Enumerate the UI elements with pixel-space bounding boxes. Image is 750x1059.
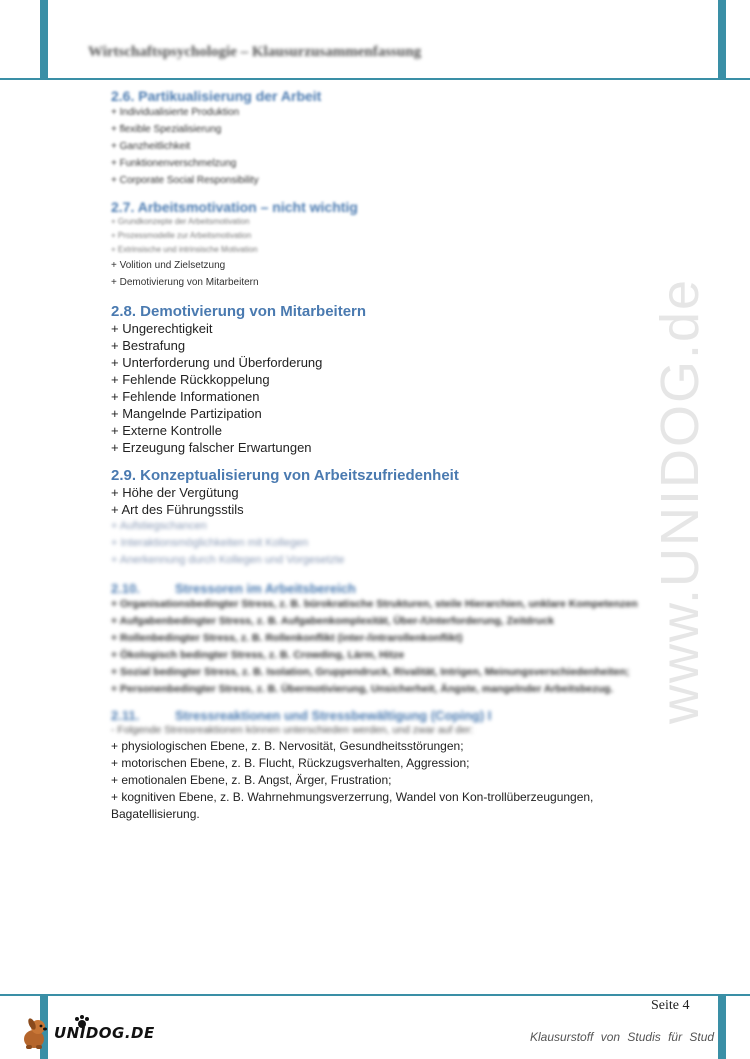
section-2-9 <box>111 467 671 569</box>
list-item: + Unterforderung und Überforderung <box>111 355 323 370</box>
list-item: + Funktionenverschmelzung <box>111 158 237 169</box>
list-item: + Prozessmodelle zur Arbeitsmotivation <box>111 231 252 240</box>
list-item: + emotionalen Ebene, z. B. Angst, Ärger, Frustration; <box>111 773 392 787</box>
section-2-10 <box>111 581 671 698</box>
list-item: + Personenbedingter Stress, z. B. Übermotivierung, Unsicherheit, Ängste, mangelnder Arbeitsbezug. <box>111 683 614 695</box>
logo-text: UNIDOG.DE <box>54 1024 155 1042</box>
section-2-6 <box>111 88 671 189</box>
list-item: + Ungerechtigkeit <box>111 321 213 336</box>
section-heading: 2.9. Konzeptualisierung von Arbeitszufriedenheit <box>111 467 459 484</box>
section-title: Stressoren im Arbeitsbereich <box>175 581 356 596</box>
list-item: + kognitiven Ebene, z. B. Wahrnehmungsverzerrung, Wandel von Kon-trollüberzeugungen, <box>111 790 594 804</box>
section-number: 2.11. <box>111 708 140 723</box>
list-item: + Interaktionsmöglichkeiten mit Kollegen <box>111 537 309 549</box>
section-heading: 2.7. Arbeitsmotivation – nicht wichtig <box>111 199 358 215</box>
list-item: + Individualisierte Produktion <box>111 107 240 118</box>
section-heading: 2.6. Partikualisierung der Arbeit <box>111 88 322 104</box>
right-bottom-bar <box>718 994 726 1059</box>
list-item: + Aufstiegschancen <box>111 520 207 532</box>
list-item: + Aufgabenbedingter Stress, z. B. Aufgabenkomplexität, Über-/Unterforderung, Zeitdruck <box>111 615 554 627</box>
list-item: + Anerkennung durch Kollegen und Vorgesetzte <box>111 554 345 566</box>
section-2-11 <box>111 708 671 823</box>
list-item: + motorischen Ebene, z. B. Flucht, Rückzugsverhalten, Aggression; <box>111 756 470 770</box>
list-item: + Fehlende Rückkoppelung <box>111 372 270 387</box>
intro-text: - Folgende Stressreaktionen können unterschieden werden, und zwar auf der: <box>111 724 474 736</box>
list-item: + physiologischen Ebene, z. B. Nervosität, Gesundheitsstörungen; <box>111 739 464 753</box>
watermark: www.UNIDOG.de <box>650 277 710 725</box>
list-item: + Art des Führungsstils <box>111 502 244 517</box>
list-item: + Volition und Zielsetzung <box>111 260 226 271</box>
document-header-title: Wirtschaftspsychologie – Klausurzusammenfassung <box>88 44 422 60</box>
page-content <box>111 88 671 823</box>
left-top-bar <box>40 0 48 80</box>
section-heading <box>111 581 671 596</box>
list-item: + Demotivierung von Mitarbeitern <box>111 277 259 288</box>
faded-list <box>111 518 671 569</box>
section-heading <box>111 708 671 723</box>
list-item: + Bestrafung <box>111 338 186 353</box>
list-item: + Fehlende Informationen <box>111 389 260 404</box>
header-rule <box>0 78 750 80</box>
list-item: + Höhe der Vergütung <box>111 485 239 500</box>
list-item: + Corporate Social Responsibility <box>111 175 259 186</box>
section-heading: 2.8. Demotivierung von Mitarbeitern <box>111 303 367 320</box>
footer-rule <box>0 994 750 996</box>
list-item: + Mangelnde Partizipation <box>111 406 262 421</box>
list-item: + Externe Kontrolle <box>111 423 222 438</box>
section-title: Stressreaktionen und Stressbewältigung (Coping) I <box>175 708 492 723</box>
list-item: + Erzeugung falscher Erwartungen <box>111 440 312 455</box>
list-item: + Ökologisch bedingter Stress, z. B. Crowding, Lärm, Hitze <box>111 649 405 661</box>
list-item: + Ganzheitlichkeit <box>111 141 191 152</box>
footer-tagline: Klausurstoff von Studis für Stud <box>530 1030 715 1044</box>
list-item: + Organisationsbedingter Stress, z. B. bürokratische Strukturen, steile Hierarchien, unklare Kompetenzen <box>111 598 638 610</box>
section-number: 2.10. <box>111 581 140 596</box>
list-item: Bagatellisierung. <box>111 807 200 821</box>
faded-list <box>111 215 671 257</box>
list-item: + Grundkonzepte der Arbeitsmotivation <box>111 217 250 226</box>
list-item: + Rollenbedingter Stress, z. B. Rollenkonflikt (inter-/intrarollenkonflikt) <box>111 632 463 644</box>
right-top-bar <box>718 0 726 80</box>
list-item: + Sozial bedingter Stress, z. B. Isolation, Gruppendruck, Rivalität, Intrigen, Meinungsverschiedenheiten; <box>111 666 630 678</box>
list-item: + flexible Spezialisierung <box>111 124 222 135</box>
section-2-7 <box>111 199 671 291</box>
unidog-logo <box>20 1015 160 1051</box>
page-number: Seite 4 <box>651 998 690 1013</box>
reaction-list <box>111 738 671 823</box>
section-2-8 <box>111 303 671 456</box>
list-item: + Extrinsische und intrinsische Motivation <box>111 245 258 254</box>
